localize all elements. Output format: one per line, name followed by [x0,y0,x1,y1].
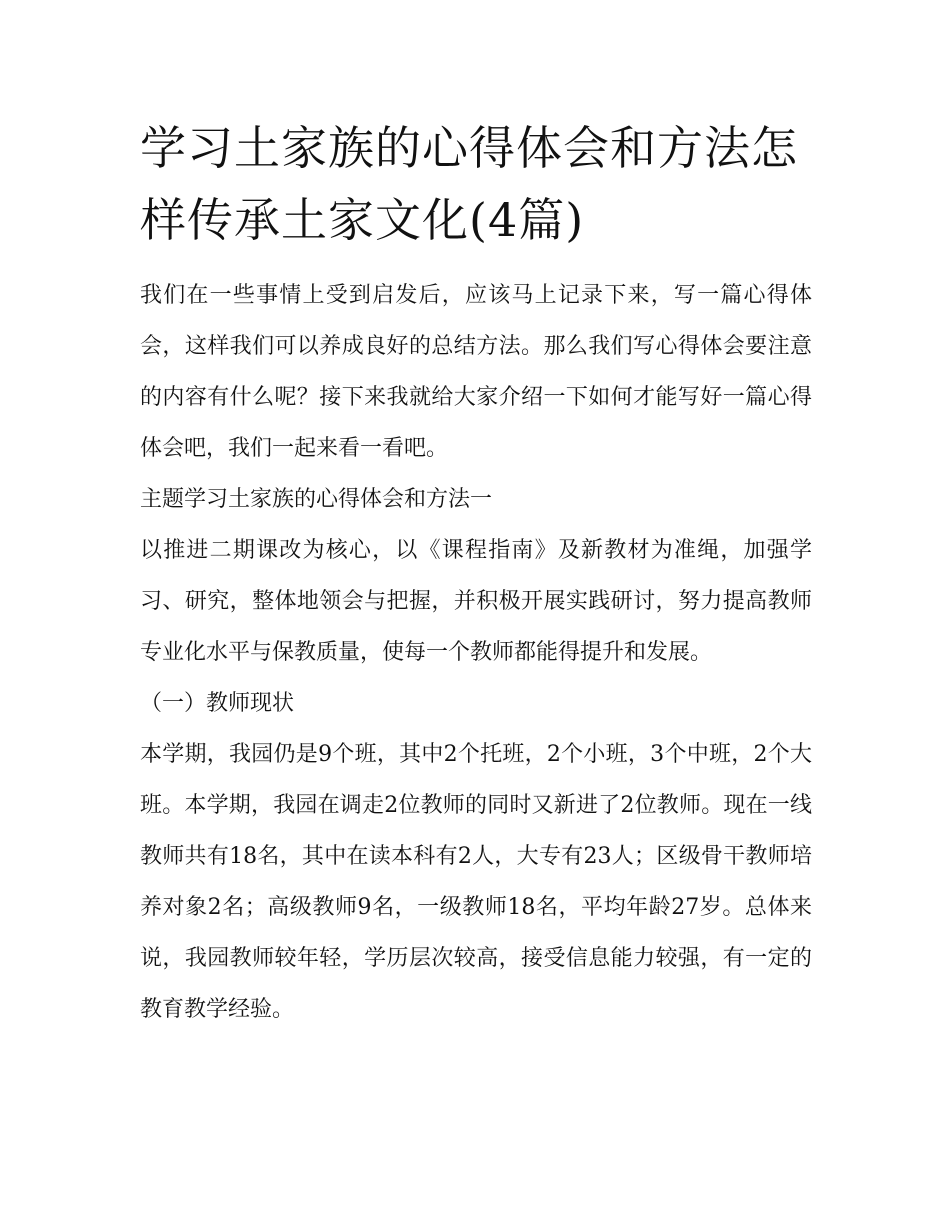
body-paragraph-2: 本学期，我园仍是9个班，其中2个托班，2个小班，3个中班，2个大班。本学期，我园在调走2位教师的同时又新进了2位教师。现在一线教师共有18名，其中在读本科有2人，大专有23人；区级骨干教师培养对象2名；高级教师9名，一级教师18名，平均年龄27岁。总体来说，我园教师较年轻，学历层次较高，接受信息能力较强，有一定的教育教学经验。 [140,742,812,1022]
document-page [140,112,812,1035]
section-heading: 主题学习土家族的心得体会和方法一 [140,487,493,512]
body-paragraph-1: 以推进二期课改为核心，以《课程指南》及新教材为准绳，加强学习、研究，整体地领会与把握，并积极开展实践研讨，努力提高教师专业化水平与保教质量，使每一个教师都能得提升和发展。 [140,538,812,665]
subheading-teacher-status: （一）教师现状 [140,691,295,716]
intro-paragraph: 我们在一些事情上受到启发后，应该马上记录下来，写一篇心得体会，这样我们可以养成良好的总结方法。那么我们写心得体会要注意的内容有什么呢？接下来我就给大家介绍一下如何才能写好一篇心得体会吧，我们一起来看一看吧。 [140,283,812,461]
document-title: 学习土家族的心得体会和方法怎样传承土家文化(4篇) [140,121,798,247]
